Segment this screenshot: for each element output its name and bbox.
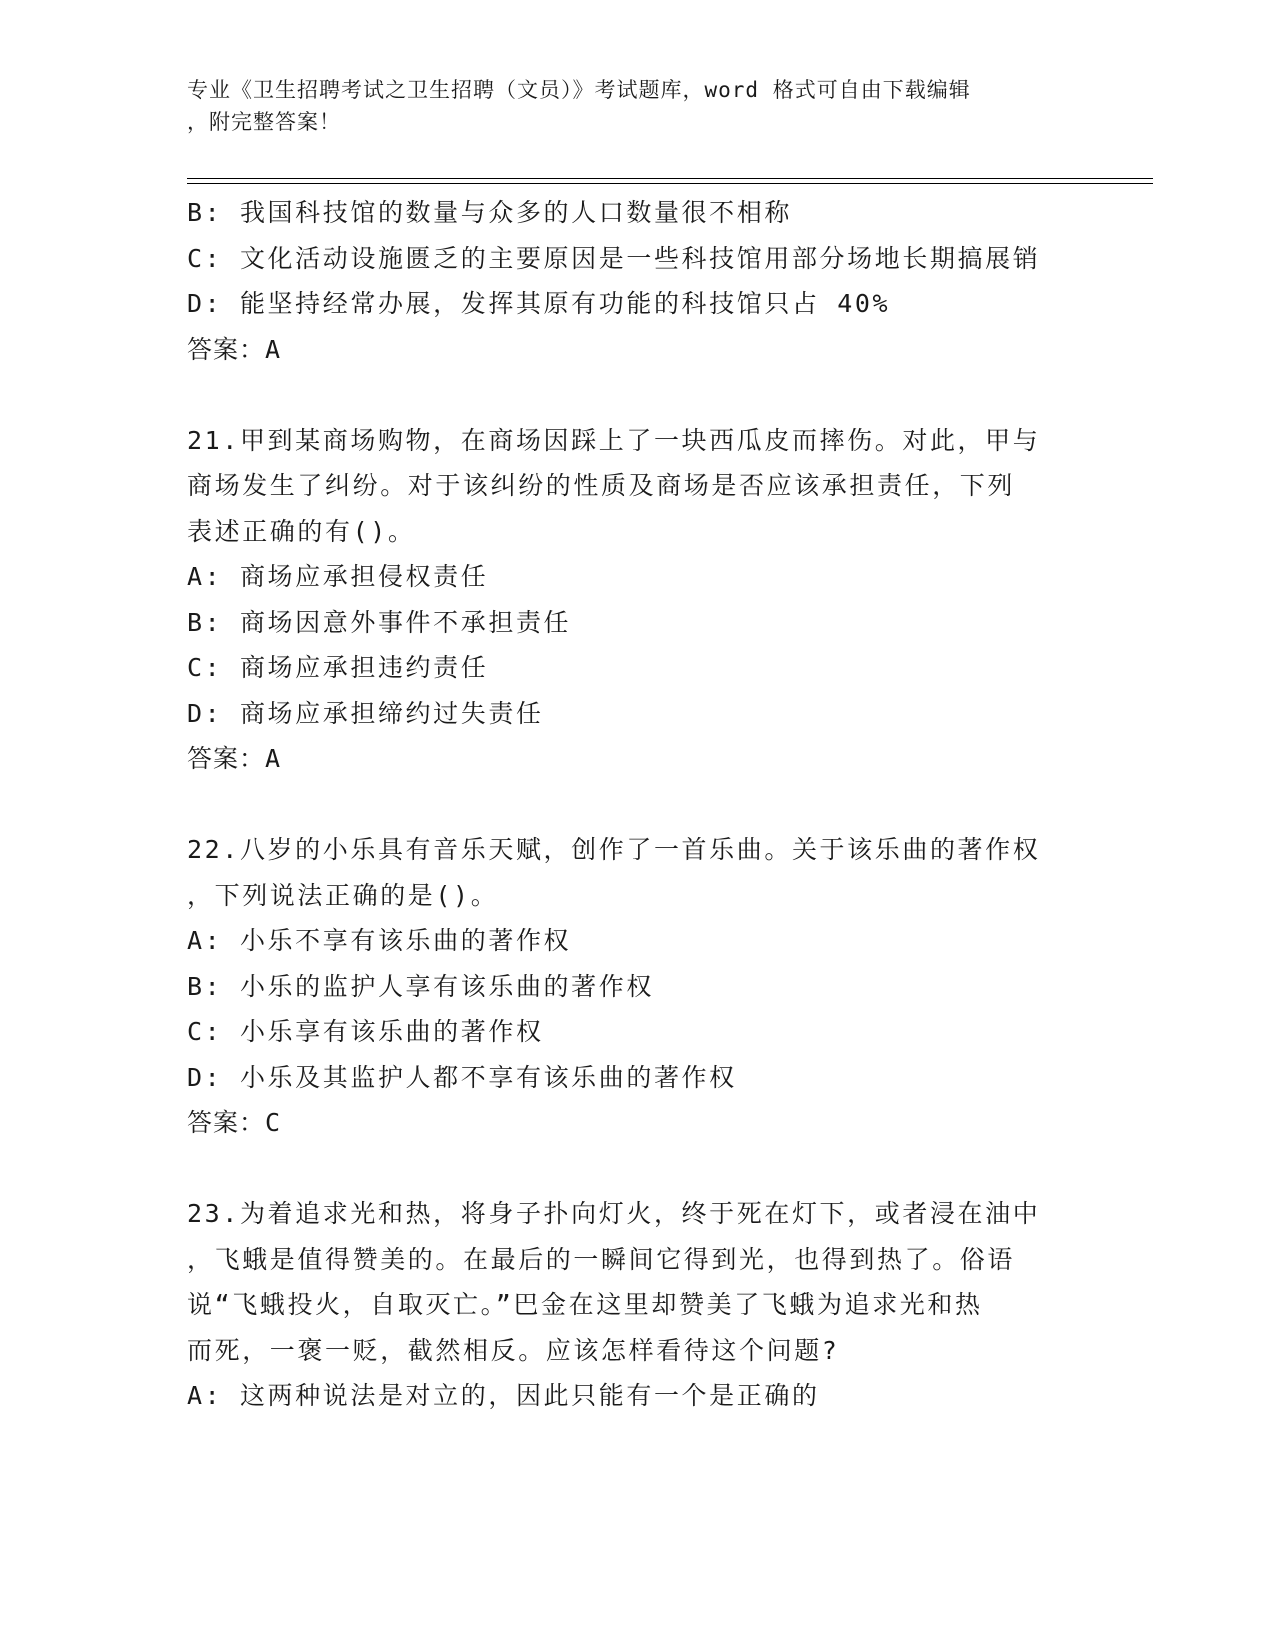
question-22: [187, 827, 1087, 1146]
question-stem-line: 23.为着追求光和热，将身子扑向灯火，终于死在灯下，或者浸在油中: [187, 1199, 1041, 1228]
option-c: C: 小乐享有该乐曲的著作权: [187, 1017, 544, 1046]
option-d: D: 能坚持经常办展，发挥其原有功能的科技馆只占 40%: [187, 289, 891, 318]
header-title-line-2: ，附完整答案！: [187, 110, 341, 134]
header-title-line-1: 专业《卫生招聘考试之卫生招聘（文员）》考试题库，word 格式可自由下载编辑: [187, 78, 971, 102]
question-20-tail: [187, 190, 1087, 372]
question-stem-line: 商场发生了纠纷。对于该纠纷的性质及商场是否应该承担责任，下列: [187, 471, 1016, 500]
question-stem-line: ，飞蛾是值得赞美的。在最后的一瞬间它得到光，也得到热了。俗语: [187, 1244, 1016, 1274]
question-23: [187, 1191, 1087, 1419]
option-c: C: 商场应承担违约责任: [187, 653, 489, 682]
header-divider-bottom: [187, 183, 1153, 184]
option-a: A: 这两种说法是对立的，因此只能有一个是正确的: [187, 1381, 820, 1410]
question-stem-line: 表述正确的有()。: [187, 516, 416, 546]
option-b: B: 小乐的监护人享有该乐曲的著作权: [187, 971, 654, 1001]
header-divider-top: [187, 178, 1153, 179]
option-d: D: 小乐及其监护人都不享有该乐曲的著作权: [187, 1062, 737, 1092]
question-stem-line: 22.八岁的小乐具有音乐天赋，创作了一首乐曲。关于该乐曲的著作权: [187, 835, 1041, 864]
option-d: D: 商场应承担缔约过失责任: [187, 698, 544, 728]
question-stem-line: 而死，一褒一贬，截然相反。应该怎样看待这个问题?: [187, 1335, 840, 1365]
question-stem-line: ，下列说法正确的是()。: [187, 880, 499, 910]
question-21: [187, 418, 1087, 782]
spacer: [187, 372, 1087, 418]
answer-line: 答案：A: [187, 744, 282, 773]
question-content: [187, 190, 1087, 1419]
document-header: [187, 74, 1067, 138]
spacer: [187, 1146, 1087, 1192]
answer-line: 答案：A: [187, 334, 282, 364]
option-c: C: 文化活动设施匮乏的主要原因是一些科技馆用部分场地长期搞展销: [187, 243, 1041, 273]
option-a: A: 小乐不享有该乐曲的著作权: [187, 926, 572, 955]
option-b: B: 商场因意外事件不承担责任: [187, 607, 572, 637]
answer-line: 答案：C: [187, 1108, 282, 1137]
option-a: A: 商场应承担侵权责任: [187, 562, 489, 591]
question-stem-line: 21.甲到某商场购物，在商场因踩上了一块西瓜皮而摔伤。对此，甲与: [187, 425, 1041, 455]
spacer: [187, 782, 1087, 828]
question-stem-line: 说“飞蛾投火，自取灭亡。”巴金在这里却赞美了飞蛾为追求光和热: [187, 1290, 983, 1319]
option-b: B: 我国科技馆的数量与众多的人口数量很不相称: [187, 198, 792, 227]
